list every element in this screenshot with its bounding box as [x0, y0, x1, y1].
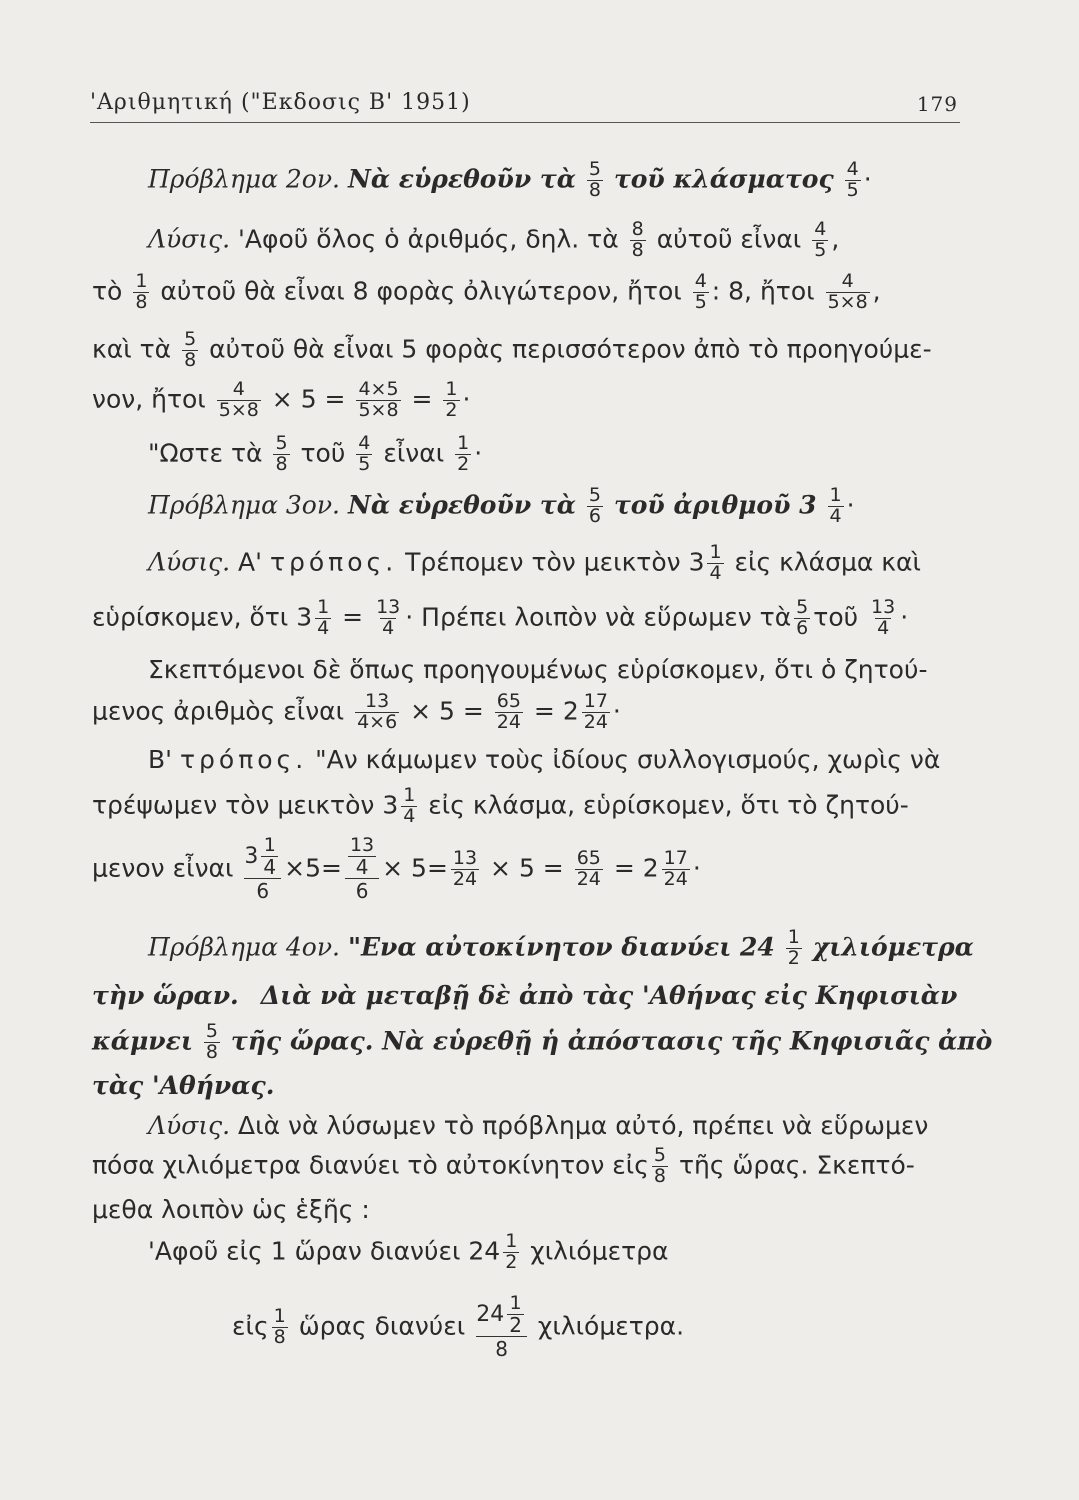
fraction: $\frac{13}{4}$: [871, 596, 896, 639]
fraction: $\frac{1}{8}$: [273, 1305, 286, 1348]
solution-line: Β' τρόπος. "Αν κάμωμεν τοὺς ἰδίους συλλογισμούς, χωρὶς νὰ: [148, 745, 941, 774]
fraction: $\frac{13}{4\times 6}$: [357, 690, 398, 733]
compound-fraction: $\frac{\frac{13}{4}}{6}$: [345, 836, 379, 903]
solution-line: εὑρίσκομεν, ὅτι 3 $\frac{1}{4}$ = $\frac{13}{4}$ · Πρέπει λοιπὸν νὰ εὕρωμεν τὰ $\frac{5}{6}$ τοῦ $\frac{13}{4}$ ·: [92, 596, 909, 639]
fraction: $\frac{65}{24}$: [496, 690, 521, 733]
problem-4-statement-line: τὴν ὥραν. Διὰ νὰ μεταβῇ δὲ ἀπὸ τὰς 'Αθήνας εἰς Κηφισιὰν: [92, 981, 958, 1010]
problem-2-statement: Πρόβλημα 2ον. Νὰ εὑρεθοῦν τὰ $\frac{5}{8}$ τοῦ κλάσματος $\frac{4}{5}$ ·: [148, 158, 872, 201]
problem-4-statement-line: τὰς 'Αθήνας.: [92, 1071, 275, 1100]
solution-label: Λύσις.: [148, 1111, 231, 1140]
fraction: $\frac{1}{4}$: [709, 541, 722, 584]
fraction: $\frac{5}{8}$: [588, 158, 601, 201]
solution-label: Λύσις.: [148, 224, 231, 254]
fraction: $\frac{17}{24}$: [663, 847, 688, 890]
fraction: $\frac{1}{2}$: [787, 926, 800, 969]
solution-line: καὶ τὰ $\frac{5}{8}$ αὐτοῦ θὰ εἶναι 5 φορὰς περισσότερον ἀπὸ τὸ προηγούμε-: [92, 328, 932, 371]
solution-line: μενος ἀριθμὸς εἶναι $\frac{13}{4\times 6}$ × 5 = $\frac{65}{24}$ = 2 $\frac{17}{24}$ ·: [92, 690, 621, 733]
solution-line: Λύσις. Α' τρόπος. Τρέπομεν τὸν μεικτὸν 3 $\frac{1}{4}$ εἰς κλάσμα καὶ: [148, 541, 921, 584]
solution-equation: μενον εἶναι 3 $\frac{1}{4}$ 6 ×5= $\frac{\frac{13}{4}}{6}$ × 5= $\frac{13}{24}$ × 5 = $\frac{65}{24}$ = 2 $\frac{17}{24}$ ·: [92, 834, 701, 903]
compound-fraction: 24 $\frac{1}{2}$ 8: [476, 1294, 527, 1361]
fraction: $\frac{4}{5}$: [694, 270, 707, 313]
problem-3-statement: Πρόβλημα 3ον. Νὰ εὑρεθοῦν τὰ $\frac{5}{6}$ τοῦ ἀριθμοῦ 3 $\frac{1}{4}$ ·: [148, 484, 855, 527]
solution-equation: εἰς $\frac{1}{8}$ ὥρας διανύει 24 $\frac{1}{2}$ 8 χιλιόμετρα.: [232, 1292, 685, 1361]
fraction: $\frac{5}{8}$: [205, 1020, 218, 1063]
fraction: $\frac{17}{24}$: [583, 690, 608, 733]
fraction: $\frac{4}{5\times 8}$: [827, 270, 868, 313]
fraction: $\frac{5}{6}$: [588, 484, 601, 527]
solution-line: Σκεπτόμενοι δὲ ὅπως προηγουμένως εὑρίσκομεν, ὅτι ὁ ζητού-: [148, 655, 928, 684]
problem-4-statement-line: κάμνει $\frac{5}{8}$ τῆς ὥρας. Νὰ εὑρεθῇ ἡ ἀπόστασις τῆς Κηφισιᾶς ἀπὸ: [92, 1020, 993, 1063]
fraction: $\frac{4}{5\times 8}$: [218, 378, 259, 421]
fraction: $\frac{1}{8}$: [135, 270, 148, 313]
fraction: $\frac{1}{2}$: [505, 1230, 518, 1273]
solution-line: Λύσις. Διὰ νὰ λύσωμεν τὸ πρόβλημα αὐτό, πρέπει νὰ εὕρωμεν: [148, 1111, 929, 1140]
solution-line: μεθα λοιπὸν ὡς ἑξῆς :: [92, 1195, 370, 1224]
page-number: 179: [916, 92, 958, 116]
problem-3-label: Πρόβλημα 3ον.: [148, 490, 341, 520]
fraction: $\frac{5}{8}$: [275, 432, 288, 475]
book-title: 'Αριθμητική ("Εκδοσις Β' 1951): [90, 90, 471, 115]
problem-2-label: Πρόβλημα 2ον.: [148, 164, 341, 194]
fraction: $\frac{8}{8}$: [631, 218, 644, 261]
fraction: $\frac{4}{5}$: [814, 218, 827, 261]
fraction: $\frac{13}{24}$: [452, 847, 478, 890]
fraction: $\frac{1}{4}$: [317, 596, 330, 639]
problem-4-label: Πρόβλημα 4ον.: [148, 932, 341, 962]
solution-line: τὸ $\frac{1}{8}$ αὐτοῦ θὰ εἶναι 8 φορὰς ὀλιγώτερον, ἤτοι $\frac{4}{5}$ : 8, ἤτοι $\frac{4}{5\times 8}$ ,: [92, 270, 881, 313]
fraction: $\frac{13}{4}$: [376, 596, 401, 639]
fraction: $\frac{5}{6}$: [796, 596, 809, 639]
fraction: $\frac{4\times 5}{5\times 8}$: [358, 378, 399, 421]
compound-fraction: 3 $\frac{1}{4}$ 6: [244, 836, 281, 903]
fraction: $\frac{4}{5}$: [846, 158, 859, 201]
fraction: $\frac{1}{2}$: [445, 378, 458, 421]
solution-line: 'Αφοῦ εἰς 1 ὥραν διανύει 24 $\frac{1}{2}$ χιλιόμετρα: [148, 1230, 669, 1273]
solution-line: πόσα χιλιόμετρα διανύει τὸ αὐτοκίνητον εἰς $\frac{5}{8}$ τῆς ὥρας. Σκεπτό-: [92, 1144, 915, 1187]
fraction: $\frac{1}{4}$: [403, 784, 416, 827]
fraction: $\frac{5}{8}$: [184, 328, 197, 371]
fraction: $\frac{5}{8}$: [653, 1144, 667, 1187]
solution-label: Λύσις.: [148, 547, 231, 577]
solution-line: νον, ἤτοι $\frac{4}{5\times 8}$ × 5 = $\frac{4\times 5}{5\times 8}$ = $\frac{1}{2}$ ·: [92, 378, 471, 421]
fraction: $\frac{1}{2}$: [457, 432, 470, 475]
fraction: $\frac{65}{24}$: [576, 847, 601, 890]
fraction: $\frac{4}{5}$: [358, 432, 371, 475]
solution-conclusion: "Ωστε τὰ $\frac{5}{8}$ τοῦ $\frac{4}{5}$ εἶναι $\frac{1}{2}$ ·: [148, 432, 483, 475]
solution-line: τρέψωμεν τὸν μεικτὸν 3 $\frac{1}{4}$ εἰς κλάσμα, εὑρίσκομεν, ὅτι τὸ ζητού-: [92, 784, 909, 827]
running-header: [90, 88, 960, 123]
solution-line: Λύσις. 'Αφοῦ ὅλος ὁ ἀριθμός, δηλ. τὰ $\frac{8}{8}$ αὐτοῦ εἶναι $\frac{4}{5}$ ,: [148, 218, 840, 261]
problem-4-statement: Πρόβλημα 4ον. "Ενα αὐτοκίνητον διανύει 24 $\frac{1}{2}$ χιλιόμετρα: [148, 926, 974, 969]
fraction: $\frac{1}{4}$: [829, 484, 842, 527]
